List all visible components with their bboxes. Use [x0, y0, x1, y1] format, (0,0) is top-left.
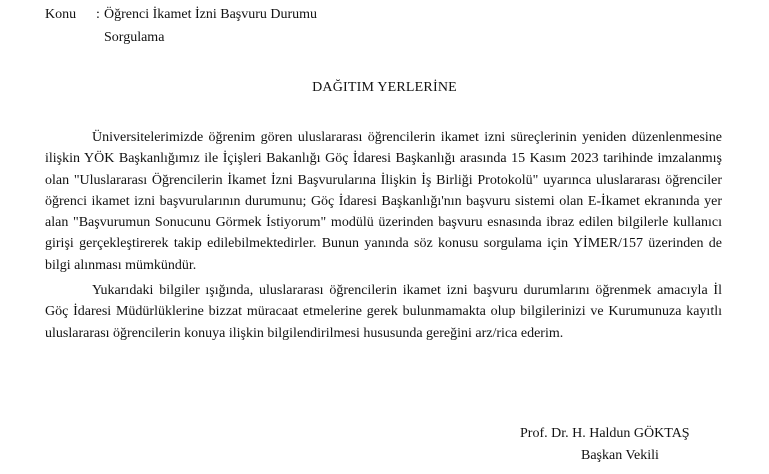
signature-block	[520, 423, 740, 467]
signatory-title: Başkan Vekili	[581, 448, 659, 463]
subject-line-1: Öğrenci İkamet İzni Başvuru Durumu	[104, 7, 318, 22]
subject-row	[45, 4, 385, 25]
subject-label: Konu	[45, 7, 77, 22]
paragraph-1: Üniversitelerimizde öğrenim gören uluslararası öğrencilerin ikamet izni süreçlerinin yeniden düzenlenmesine ilişkin YÖK Başkanlığımız ile İçişleri Bakanlığı Göç İdaresi Başkanlığı arasında 15 Kasım 2023 tarihinde imzalanmış olan "Uluslararası Öğrencilerin İkamet İzni Başvurularına İlişkin İş Birliği Protokolü" uyarınca uluslararası öğrenciler öğrenci ikamet izni başvurularının durumunu; Göç İdaresi Başkanlığı'nın başvuru sistemi olan E-İkamet ekranında yer alan "Başvurumun Sonucunu Görmek İstiyorum" modülü üzerinden başvuru esnasında ibraz edilen bilgilerle kullanıcı girişi gerçekleştirerek takip edilebilmektedirler. Bunun yanında söz konusu sorgulama için YİMER/157 üzerinden de bilgi alınması mümkündür.	[45, 130, 722, 273]
subject-block	[45, 4, 385, 48]
subject-colon: :	[96, 7, 100, 22]
subject-line-2: Sorgulama	[104, 30, 165, 45]
signatory-name: Prof. Dr. H. Haldun GÖKTAŞ	[520, 426, 690, 441]
distribution-heading: DAĞITIM YERLERİNE	[312, 80, 457, 95]
paragraph-2: Yukarıdaki bilgiler ışığında, uluslararası öğrencilerin ikamet izni başvuru durumlarını öğrenmek amacıyla İl Göç İdaresi Müdürlüklerine bizzat müracaat etmelerine gerek bulunmamakta olup bilgilerinizi ve Kurumunuza kayıtlı uluslararası öğrencilerin konuya ilişkin bilgilendirilmesi hususunda gereğini arz/rica ederim.	[45, 283, 722, 341]
letter-body	[45, 127, 722, 344]
